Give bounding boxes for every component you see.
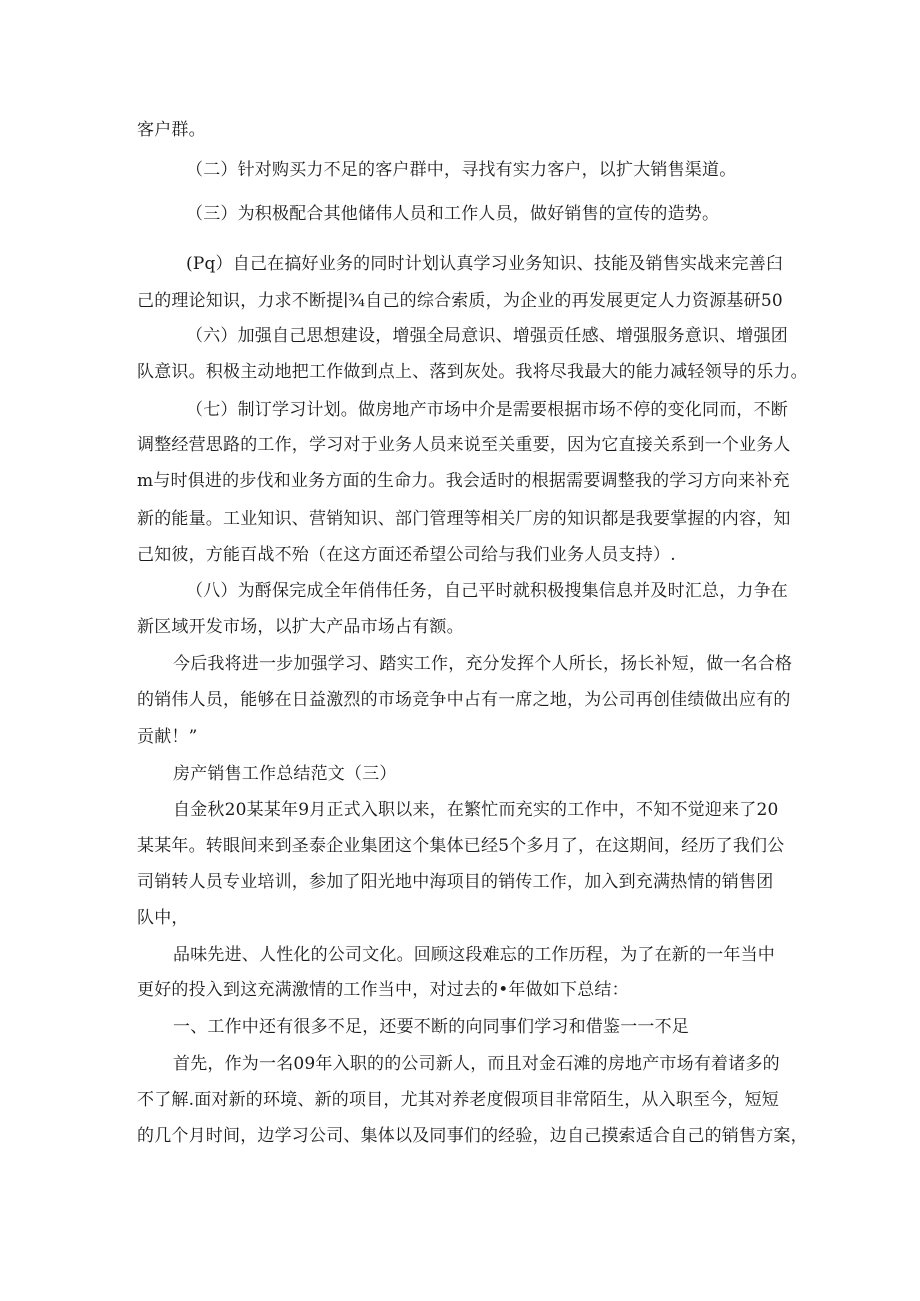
text-line: （六）加强自己思想建设，增强全局意识、增强贡任感、增强服务意识、增强团 [186, 326, 788, 346]
text-line: 品味先进、人性化的公司文化。回顾这段难忘的工作历程，为了在新的一年当中 [173, 945, 775, 965]
text-line: 自金秋20某某年9月正式入职以来，在繁忙而充实的工作中，不知不觉迎来了20 [173, 800, 779, 820]
text-line: 首先，作为一名09年入职的的公司新人，而且对金石滩的房地产市场有着诸多的 [173, 1054, 780, 1074]
text-line: 一、工作中还有很多不足，还要不断的向同事们学习和借鉴一一不足 [173, 1017, 689, 1037]
text-line: 某某年。转眼间来到圣泰企业集团这个集体已经5个多月了，在这期间，经历了我们公 [137, 836, 785, 856]
text-line: 的几个月时间，边学习公司、集体以及同事们的经验，边自己摸索适合自己的销售方案， [137, 1126, 808, 1146]
text-line: 客户群。 [137, 120, 206, 140]
text-line: 己知彼，方能百战不殆（在这方面还希望公司给与我们业务人员支持）. [137, 545, 676, 565]
text-line: 今后我将进一步加强学习、踏实工作，充分发挥个人所长，扬长补短，做一名合格 [173, 654, 793, 674]
text-line: （七）制订学习计划。做房地产市场中介是需要根据市场不停的变化同而，不断 [186, 400, 788, 420]
text-line: （二）针对购买力不足的客户群中，寻找有实力客户，以扩大销售渠道。 [186, 160, 737, 180]
text-line: 更好的投入到这充满激情的工作当中，对过去的•年做如下总结： [137, 980, 629, 1000]
text-line: （三）为积极配合其他储伟人员和工作人员，做好销售的宣传的造势。 [186, 204, 720, 224]
text-line: 的销伟人员，能够在日益激烈的市场竞争中占有一席之地，为公司再创佳绩做出应有的 [137, 690, 791, 710]
text-line: 不了解.面对新的环境、新的项目，尤其对养老度假项目非常陌生，从入职至今，短短 [137, 1090, 780, 1110]
text-line: 调整经营思路的工作，学习对于业务人员来说至关重要，因为它直接关系到一个业务人 [137, 435, 791, 455]
text-line: 司销转人员专业培训，参加了阳光地中海项目的销传工作，加入到充满热情的销售团 [137, 872, 774, 892]
text-line: m与时俱进的步伐和业务方面的生命力。我会适时的根据需要调整我的学习方向来补充 [137, 471, 790, 491]
text-line: 新区域开发市场，以扩大产品市场占有额。 [137, 617, 464, 637]
text-line: （八）为酹保完成全年俏伟任务，自己平时就积极搜集信息并及时汇总，力争在 [186, 581, 788, 601]
text-line: 队中， [137, 908, 189, 928]
text-line: 贡献！” [137, 727, 198, 747]
text-line: (Pq）自己在搞好业务的同时计划认真学习业务知识、技能及销售实战来完善臼 [186, 254, 784, 274]
section-heading: 房产销售工作总结范文（三） [173, 764, 397, 784]
text-line: 队意识。积极主动地把工作做到点上、落到灰处。我将尽我最大的能力减轻领导的乐力。 [137, 362, 808, 382]
text-line: 新的能量。工业知识、营销知识、部门管理等相关厂房的知识都是我要掌握的内容，知 [137, 509, 791, 529]
text-line: 己的理论知识，力求不断提∣¾自己的综合索质，为企业的再发展更定人力资源基研50 [137, 291, 783, 311]
